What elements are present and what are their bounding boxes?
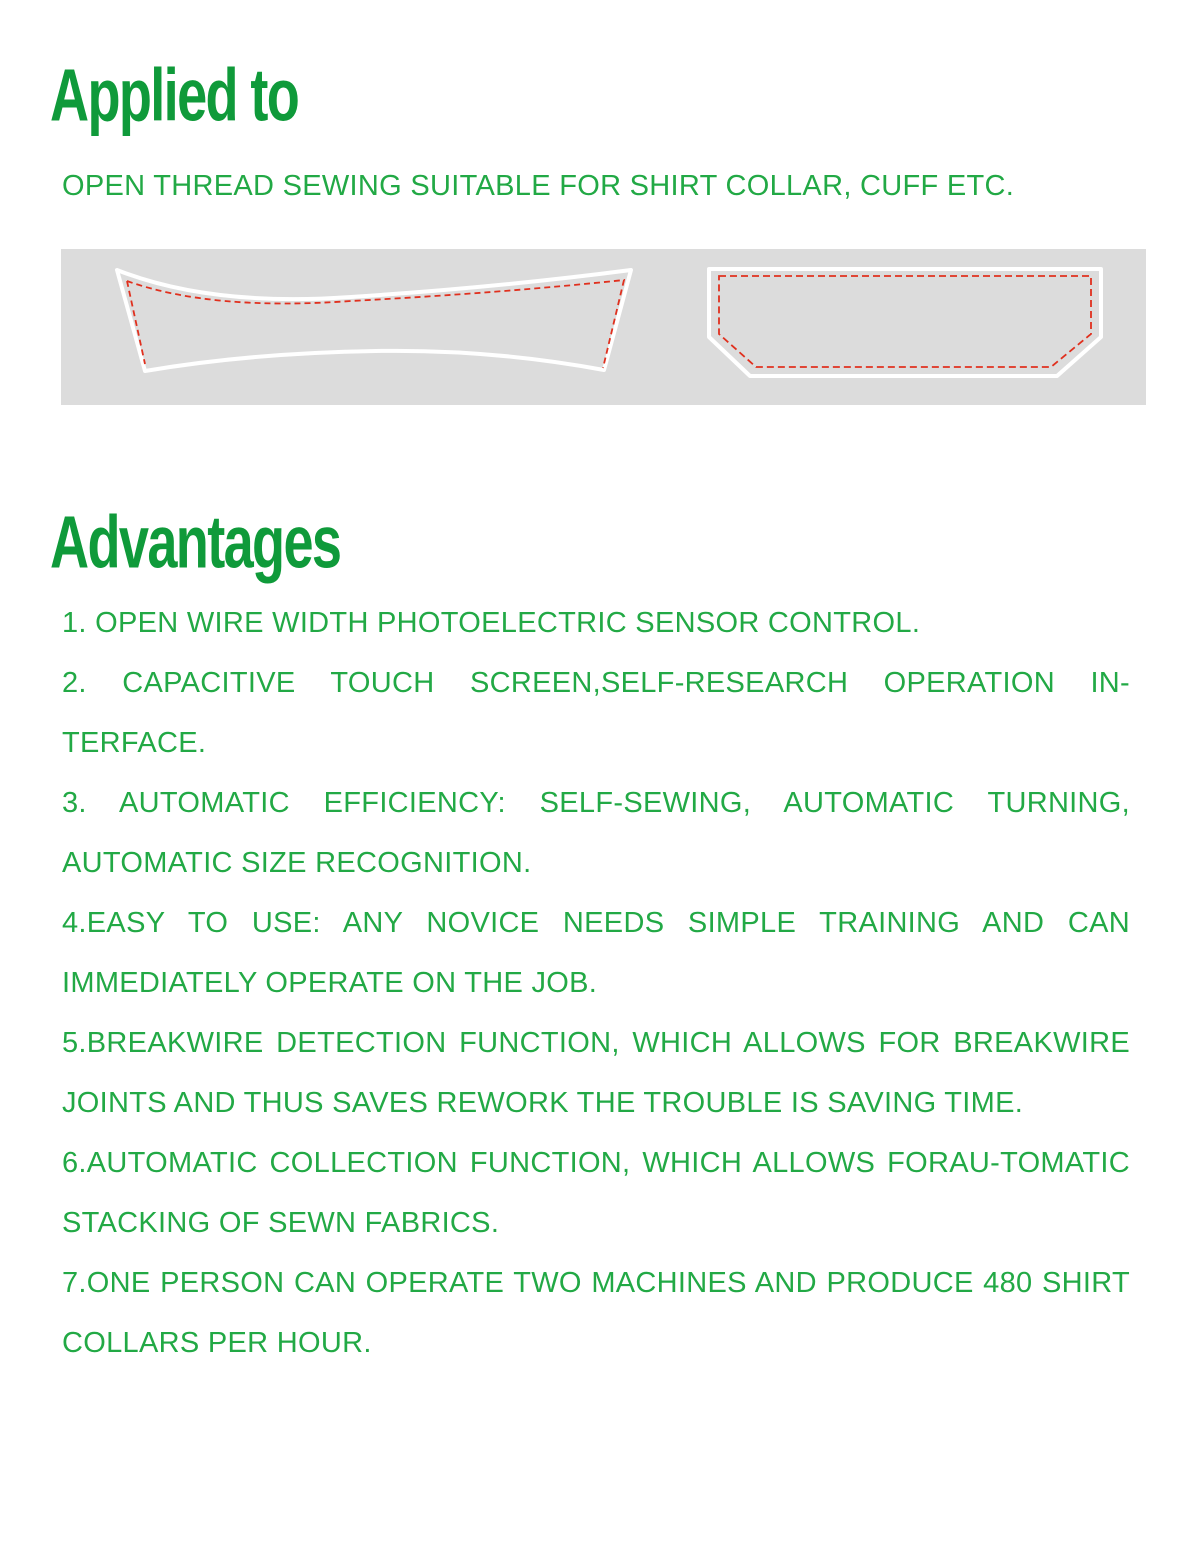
collar-outline <box>117 270 631 371</box>
shirt-collar-shape <box>117 270 631 371</box>
applied-to-description: OPEN THREAD SEWING SUITABLE FOR SHIRT COLLAR, CUFF ETC. <box>62 170 1015 202</box>
advantage-item: 1. OPEN WIRE WIDTH PHOTOELECTRIC SENSOR CONTROL. <box>62 607 921 639</box>
advantage-item: 4.EASY TO USE: ANY NOVICE NEEDS SIMPLE TRAINING AND CAN IMMEDIATELY OPERATE ON THE JOB. <box>62 907 1130 999</box>
advantage-item: 2. CAPACITIVE TOUCH SCREEN,SELF-RESEARCH OPERATION IN-TERFACE. <box>62 667 1130 759</box>
advantage-item: 5.BREAKWIRE DETECTION FUNCTION, WHICH ALLOWS FOR BREAKWIRE JOINTS AND THUS SAVES REWORK THE TROUBLE IS SAVING TIME. <box>62 1027 1130 1119</box>
advantage-item: 6.AUTOMATIC COLLECTION FUNCTION, WHICH ALLOWS FORAU-TOMATIC STACKING OF SEWN FABRICS. <box>62 1147 1130 1239</box>
advantages-heading: Advantages <box>50 500 341 584</box>
cuff-stitch-line <box>719 276 1091 367</box>
cuff-outline <box>709 269 1101 376</box>
advantage-item: 7.ONE PERSON CAN OPERATE TWO MACHINES AND PRODUCE 480 SHIRT COLLARS PER HOUR. <box>62 1267 1130 1359</box>
advantage-item: 3. AUTOMATIC EFFICIENCY: SELF-SEWING, AUTOMATIC TURNING, AUTOMATIC SIZE RECOGNITION. <box>62 787 1130 879</box>
collar-cuff-illustration <box>61 249 1146 405</box>
advantages-list <box>62 593 1130 1373</box>
cuff-shape <box>709 269 1101 376</box>
applied-to-heading: Applied to <box>50 53 299 137</box>
